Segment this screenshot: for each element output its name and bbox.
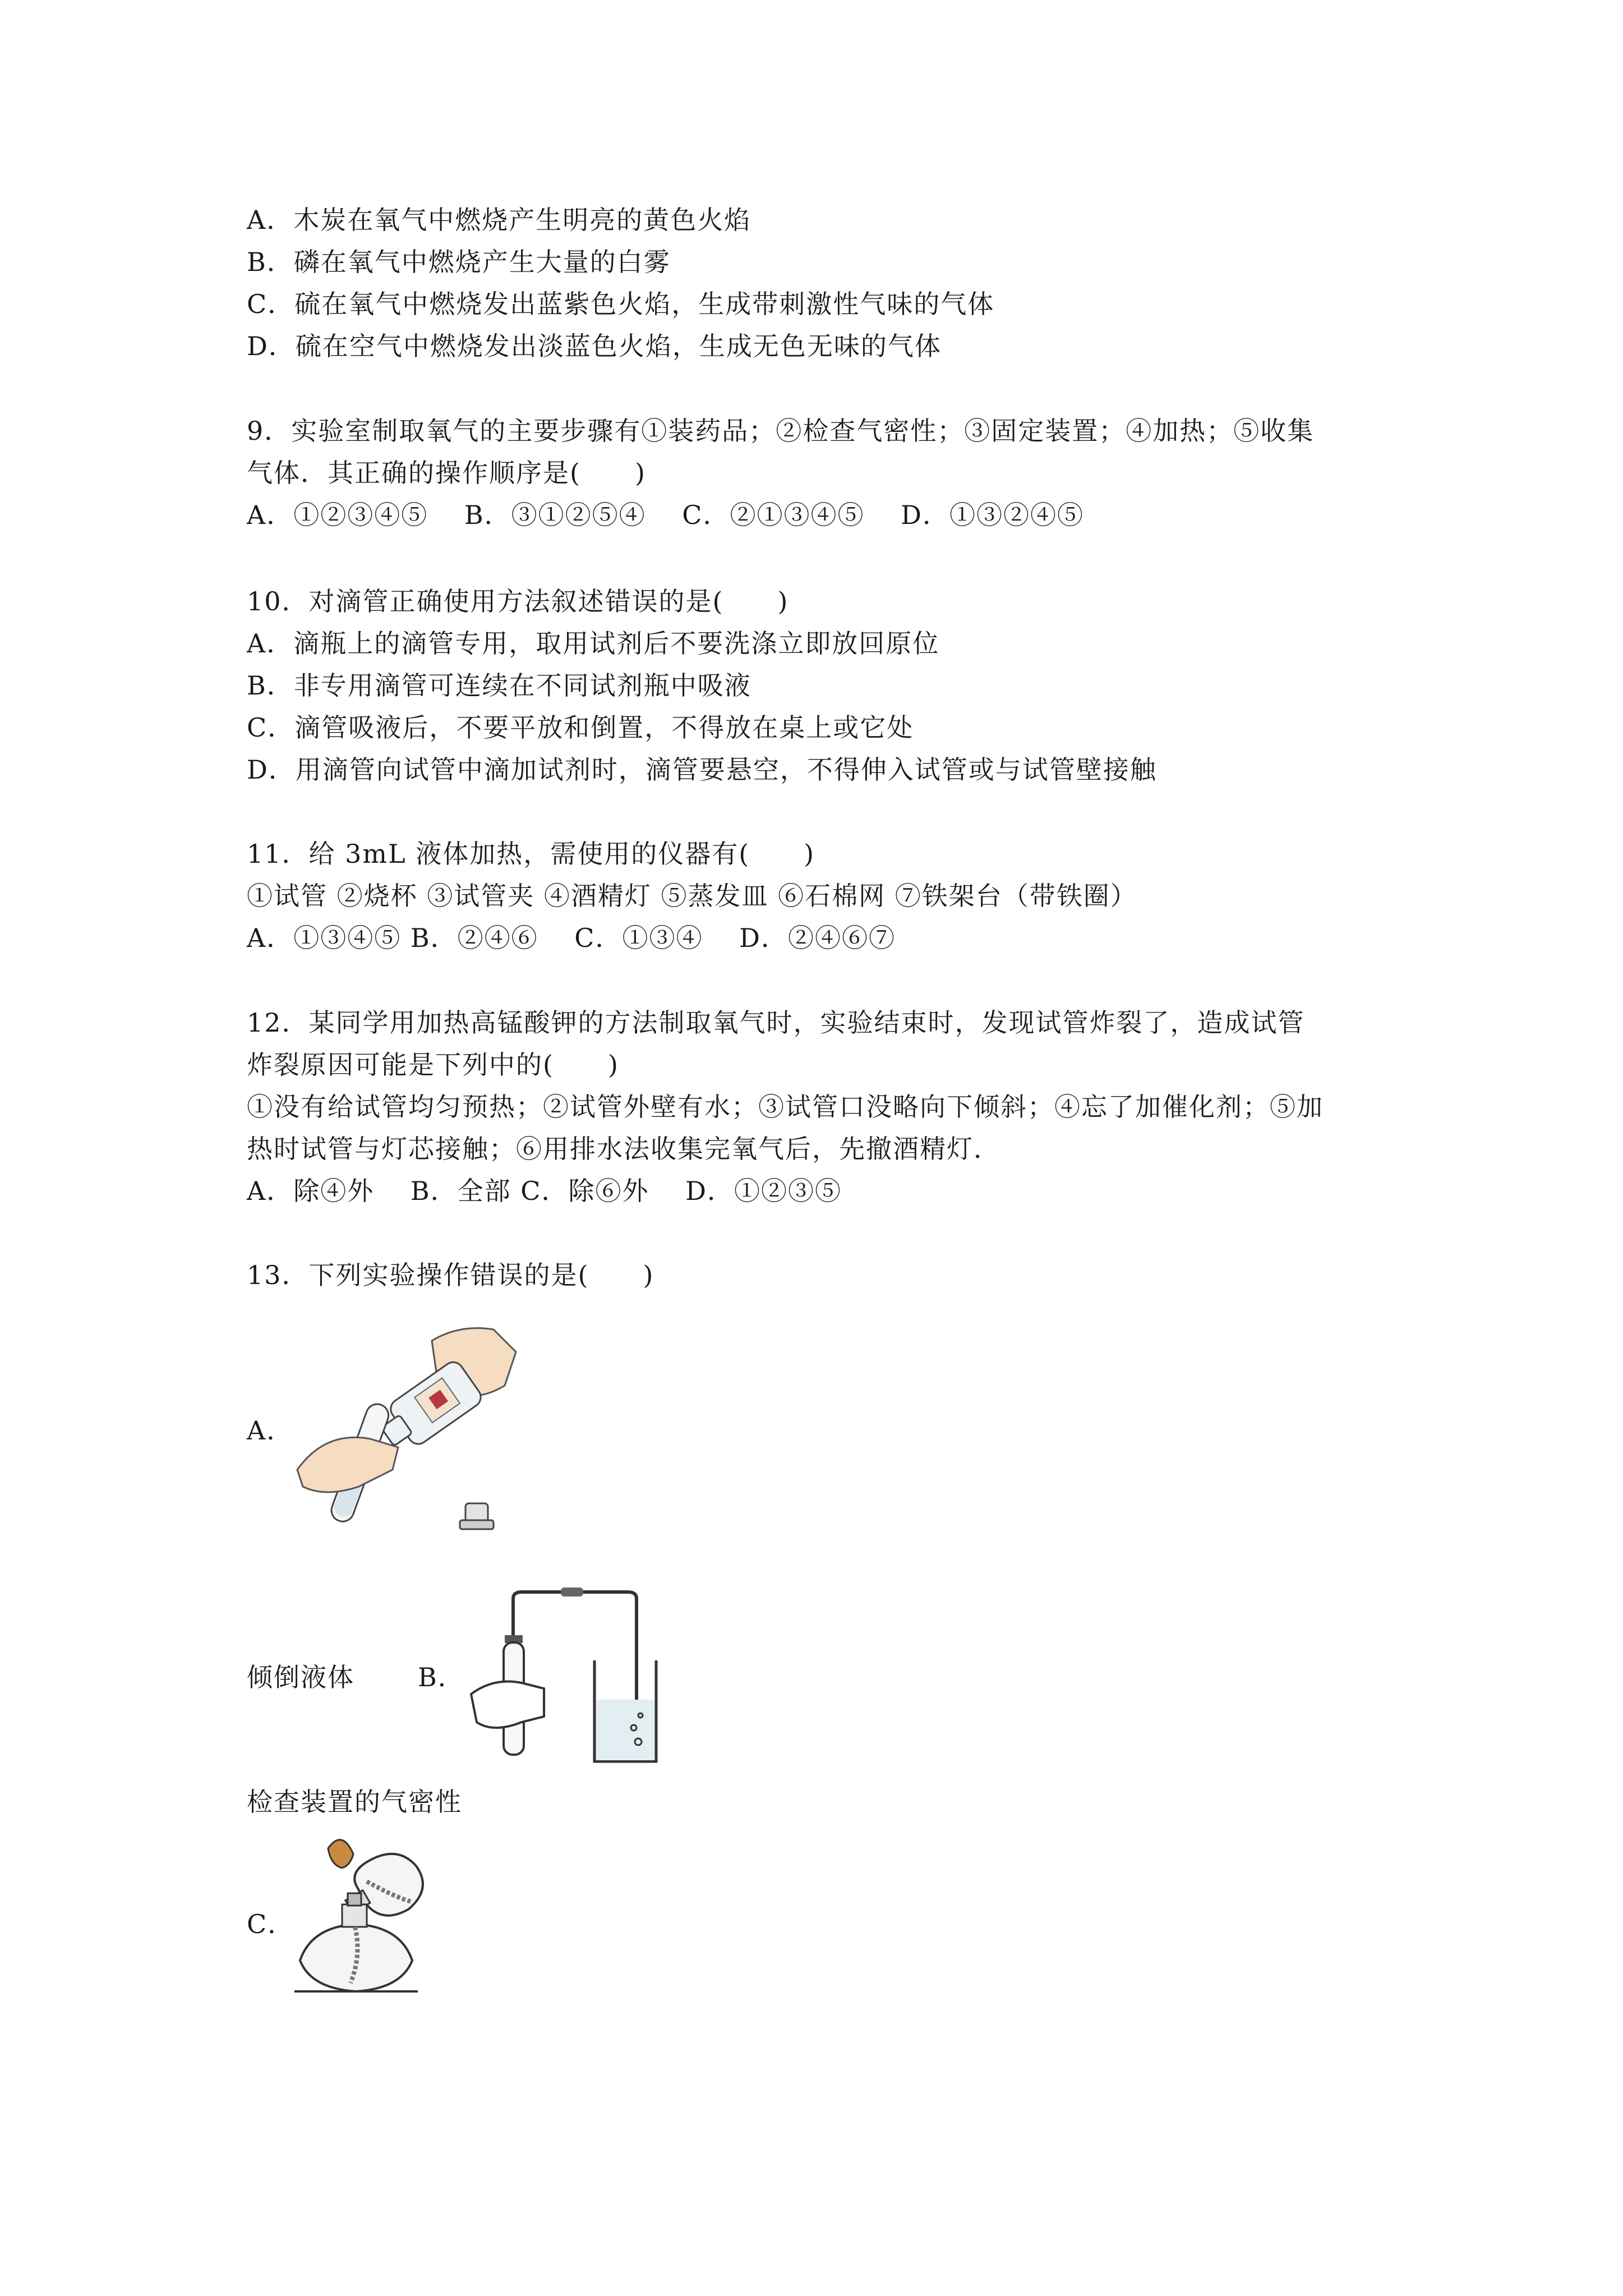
q10-stem: 10．对滴管正确使用方法叙述错误的是( ) [247, 586, 789, 616]
q10-option-b: B．非专用滴管可连续在不同试剂瓶中吸液 [247, 670, 751, 701]
q8-option-b: B．磷在氧气中燃烧产生大量的白雾 [247, 247, 671, 277]
q12-stem-line2: 炸裂原因可能是下列中的( ) [247, 1050, 619, 1080]
q13-a-label: A． [247, 1415, 294, 1446]
q13-a-caption: 倾倒液体 [247, 1662, 354, 1692]
q8-option-c: C．硫在氧气中燃烧发出蓝紫色火焰，生成带刺激性气味的气体 [247, 289, 995, 319]
q13-stem: 13．下列实验操作错误的是( ) [247, 1260, 654, 1290]
q12-detail-line2: 热时试管与灯芯接触；⑥用排水法收集完氧气后，先撤酒精灯． [247, 1134, 1000, 1164]
q13-c-label: C． [247, 1909, 295, 1939]
q12-stem-line1: 12．某同学用加热高锰酸钾的方法制取氧气时，实验结束时，发现试管炸裂了，造成试管 [247, 1007, 1305, 1038]
airtightness-check-figure [460, 1582, 662, 1773]
q10-option-a: A．滴瓶上的滴管专用，取用试剂后不要洗涤立即放回原位 [247, 628, 940, 659]
q13-b-label: B． [418, 1662, 465, 1692]
q9-stem-line2: 气体．其正确的操作顺序是( ) [247, 458, 646, 488]
q8-option-a: A．木炭在氧气中燃烧产生明亮的黄色火焰 [247, 205, 751, 235]
q12-options: A．除④外 B．全部 C．除⑥外 D．①②③⑤ [247, 1176, 842, 1206]
q11-items: ①试管 ②烧杯 ③试管夹 ④酒精灯 ⑤蒸发皿 ⑥石棉网 ⑦铁架台（带铁圈） [247, 881, 1137, 911]
q8-option-d: D．硫在空气中燃烧发出淡蓝色火焰，生成无色无味的气体 [247, 331, 942, 361]
q13-b-caption: 检查装置的气密性 [247, 1787, 462, 1817]
alcohol-lamp-figure [289, 1832, 446, 2000]
q9-stem-line1: 9．实验室制取氧气的主要步骤有①装药品；②检查气密性；③固定装置；④加热；⑤收集 [247, 416, 1315, 446]
q10-option-d: D．用滴管向试管中滴加试剂时，滴管要悬空，不得伸入试管或与试管壁接触 [247, 754, 1157, 785]
q10-option-c: C．滴管吸液后，不要平放和倒置，不得放在桌上或它处 [247, 712, 914, 743]
q12-detail-line1: ①没有给试管均匀预热；②试管外壁有水；③试管口没略向下倾斜；④忘了加催化剂；⑤加 [247, 1092, 1324, 1122]
pouring-liquid-figure [292, 1318, 527, 1554]
q11-options: A．①③④⑤ B．②④⑥ C．①③④ D．②④⑥⑦ [247, 923, 896, 953]
q11-stem: 11．给 3mL 液体加热，需使用的仪器有( ) [247, 839, 815, 869]
q9-options: A．①②③④⑤ B．③①②⑤④ C．②①③④⑤ D．①③②④⑤ [247, 500, 1084, 530]
